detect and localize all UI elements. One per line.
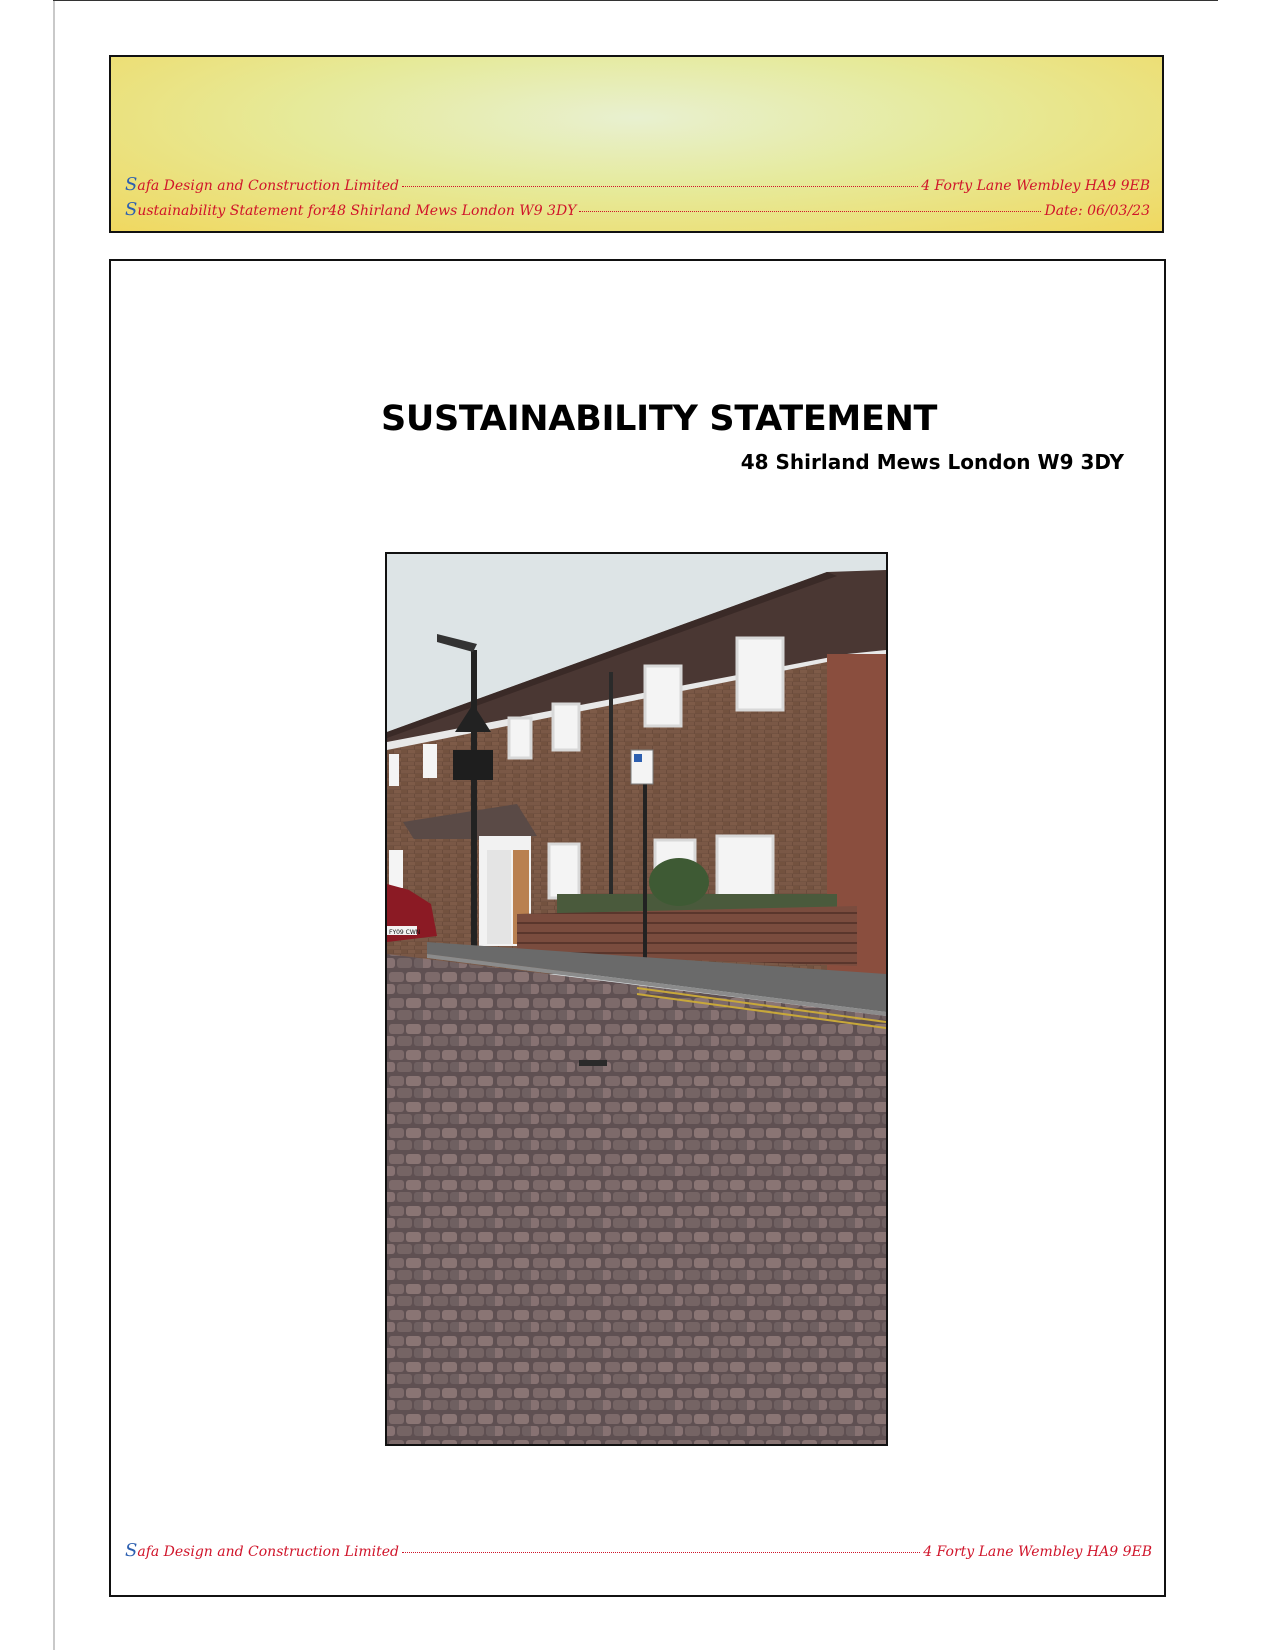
page-left-edge [53,0,55,1650]
header-band [109,55,1164,233]
footer-initial: S [125,1540,138,1561]
page-title: SUSTAINABILITY STATEMENT [381,399,938,439]
footer-company-line [125,1540,1152,1561]
dotted-leader [579,211,1041,212]
footer-company-address: 4 Forty Lane Wembley HA9 9EB [923,1544,1152,1560]
site-address: 48 Shirland Mews London W9 3DY [740,450,1124,474]
header-company-address: 4 Forty Lane Wembley HA9 9EB [921,178,1150,194]
header-company-name: afa Design and Construction Limited [137,178,399,194]
page-top-edge [53,0,1218,1]
header-initial: S [125,199,138,220]
dotted-leader [402,1552,920,1553]
cover-frame [109,259,1166,1597]
header-company-line [125,174,1150,195]
dotted-leader [402,186,918,187]
footer-company-name: afa Design and Construction Limited [137,1544,399,1560]
header-date: Date: 06/03/23 [1044,203,1150,219]
site-photo [385,552,888,1446]
car-plate-text: FY09 CWN [389,929,421,936]
header-document-line [125,199,1150,220]
header-document-title: ustainability Statement for48 Shirland Mews London W9 3DY [137,203,577,219]
header-initial: S [125,174,138,195]
